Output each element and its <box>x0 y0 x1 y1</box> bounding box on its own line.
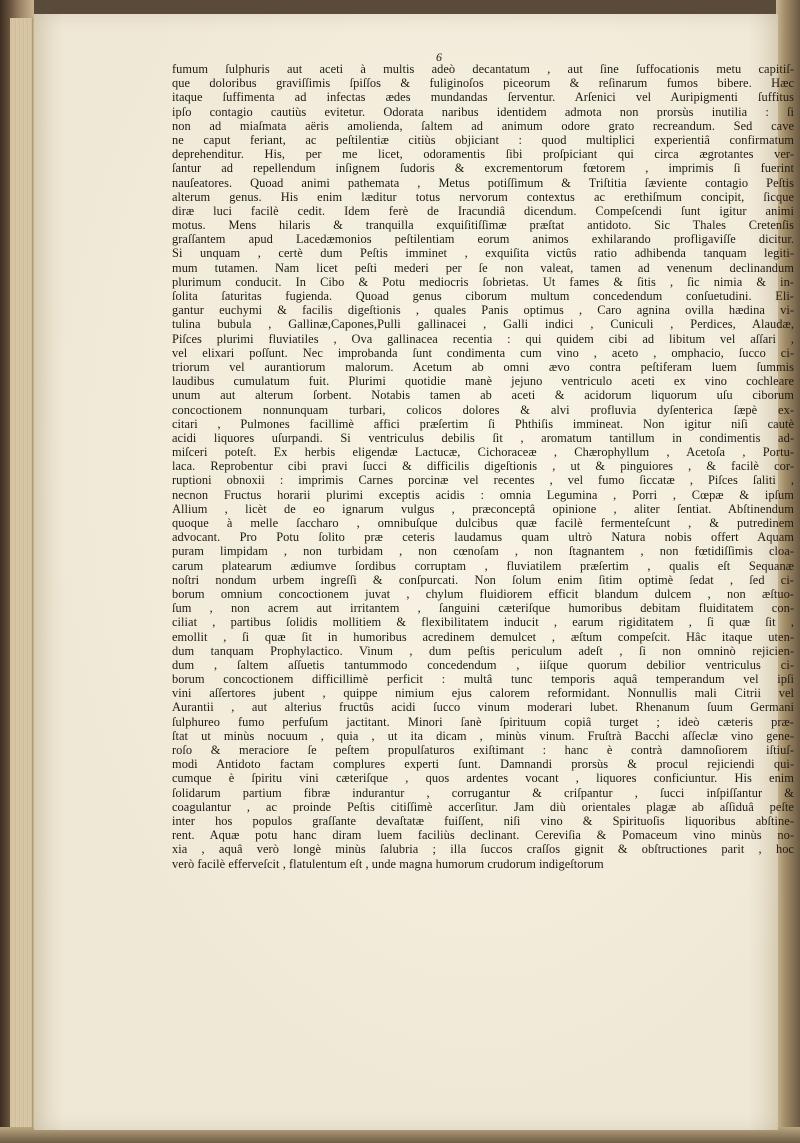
text-line: miſceri poteſt. Ex herbis eligendæ Lactucæ, Cichoraceæ , Chærophyllum , Acetoſa , Portu- <box>172 445 794 460</box>
text-line: acidi liquores uſurpandi. Si ventriculus debilis ſit , aromatum tantillum in condimentis ad- <box>172 430 794 445</box>
text-line: ſolidarum partium fibræ indurantur , corrugantur & criſpantur , ſucci inſpiſſantur & <box>172 785 794 800</box>
text-line: gantur euchymi & facilis digeſtionis , quales Panis optimus , Caro agnina ovilla hædina vi- <box>172 303 794 318</box>
text-line: noſtri nondum urbem ingreſſi & conſpurcati. Non ſolum enim ſitim optimè ſedat , ſed ci- <box>172 572 794 587</box>
text-line: borum omnium concoctionem juvat , chylum fluidiorem efficit blandum dulcem , non æſtuo- <box>172 586 794 601</box>
text-line: puram limpidam , non turbidam , non cœnoſam , non ſtagnantem , non fœtidiſſimis cloa- <box>172 544 794 559</box>
text-line: ruptioni obnoxii : imprimis Carnes porcinæ vel recentes , vel fumo ſiccatæ , Piſces ſaliti , <box>172 473 794 488</box>
text-line: mum tutamen. Nam licet peſti mederi per ſe non valeat, tamen ad venenum declinandum <box>172 260 794 275</box>
text-line: Si unquam , certè dum Peſtis imminet , exquiſita victûs ratio adhibenda tanquam legiti- <box>172 246 794 261</box>
text-line: ſolita ſaturitas fugienda. Quoad genus ciborum multum concedendum conſuetudini. Eli- <box>172 289 794 303</box>
text-line: ciliat , partibus ſolidis mollitiem & flexibilitatem inducit , earum rigiditatem , ſi quæ ſit , <box>172 615 794 630</box>
text-line: ſtat ut minùs nocuum , quia , ut ita dicam , minùs vinum. Fruſtrà Bacchi aſſeclæ vino gene- <box>172 728 794 743</box>
text-line: dum , ſaltem aſſuetis tantummodo concedendum , iiſque quorum debilior ventriculus ci- <box>172 657 794 672</box>
text-line: coagulantur , ac proinde Peſtis citiſſimè accerſitur. Jam diù orientales plagæ ab aſſiduâ peſte <box>172 799 794 814</box>
text-line: vini aſſertores jubent , quippe nimium ejus calorem reformidant. Nonnullis mali Citrii vel <box>172 686 794 701</box>
text-line: non ad miaſmata aëris amolienda, ſaltem ad animum odore grato recreandum. Sed cave <box>172 118 794 133</box>
text-line: deprehenditur. His, per me licet, odoramentis ſibi proſpiciant qui circa ægrotantes ver- <box>172 147 794 162</box>
text-line: ſulphureo fumo perfuſum jactitant. Minori ſanè ſpirituum copiâ turget ; ideò cæteris præ- <box>172 714 794 729</box>
text-line: que doloribus graviſſimis ſpiſſos & fuliginoſos piceorum & reſinarum fumos bibere. Hæc <box>172 76 794 91</box>
text-line: inter hos populos graſſante devaſtatæ fuiſſent, niſi vino & Spirituoſis liquoribus abſtine- <box>172 813 794 828</box>
body-text <box>172 62 794 871</box>
text-line: graſſantem apud Lacedæmonios peſtilentiam eorum animos exhilarando profligaviſſe dicitur. <box>172 232 794 247</box>
text-line: verò facilè efferveſcit , flatulentum eſt , unde magna humorum crudorum indigeſtorum <box>172 856 604 871</box>
text-line: Aurantii , aut alterius fructûs acidi ſucco vinum moderari lubet. Rhenanum ſuum Germani <box>172 700 794 715</box>
text-line: alterum genus. His enim læditur totus nervorum contextus ac erethiſmum concipit, ſicque <box>172 189 794 204</box>
text-line: itaque ſuffimenta ad infectas ædes mundandas ſerventur. Arſenici vel Auripigmenti ſuffitus <box>172 90 794 105</box>
page-number: 6 <box>436 50 442 64</box>
text-line: ſantur ad repellendum inſignem ſudoris & excrementorum fœtorem , imprimis ſi fuerint <box>172 161 794 176</box>
text-line: tulina bubula , Gallinæ,Capones,Pulli gallinacei , Galli indici , Cuniculi , Perdices, Alaudæ, <box>172 317 794 332</box>
text-line: motus. Mens hilaris & tranquilla exquiſitiſſimæ præſtat antidoto. Sic Thales Cretenſis <box>172 218 794 233</box>
text-line: concoctionem nonnunquam turbari, colicos dolores & alvi profluvia dyſenterica ſæpè ex- <box>172 402 794 417</box>
text-line: ne caput feriant, ac peſtilentiæ citiùs objiciant : quod multiplici experientiâ confirmatum <box>172 132 794 147</box>
text-line: borum concoctionem difficillimè perficit : multâ tunc temporis aquâ temperandum vel ipſi <box>172 672 794 687</box>
text-line: nauſeatores. Quoad animi pathemata , Metus potiſſimum & Triſtitia ſæviente contagio Peſtis <box>172 175 794 190</box>
text-line: Piſces plurimi fluviatiles , Ova gallinacea recentia : qui quidem cibi ad libitum vel aſſari , <box>172 331 794 346</box>
text-line: emollit , ſi quæ ſit in humoribus acredinem demulcet , æſtum compeſcit. Hâc itaque uten- <box>172 629 794 644</box>
text-line: cumque è ſpiritu vini cæteriſque , quos ardentes vocant , liquores conficiuntur. His enim <box>172 771 794 786</box>
text-line: advocant. Pro Potu ſolito præ ceteris laudamus quam ultrò Natura nobis offert Aquam <box>172 530 794 545</box>
text-line: unum aut alterum ſorbent. Notabis tamen ab aceti & acidorum liquorum uſu ciborum <box>172 388 794 403</box>
text-line: necnon Fructus horarii plurimi exceptis acidis : omnia Legumina , Porri , Cœpæ & ipſum <box>172 487 794 502</box>
text-line: xia , aquâ verò longè minùs ſalubria ; illa ſuccos craſſos gignit & obſtructiones parit , hoc <box>172 842 794 857</box>
text-line: triorum vel aurantiorum malorum. Acetum ab omni ævo contra peſtiferam luem ſummis <box>172 359 794 374</box>
text-line: modi Antidoto factam complures experti ſunt. Damnandi prorsùs & procul rejiciendi qui- <box>172 757 794 772</box>
text-line: roſo & meraciore ſe peſtem propulſaturos exiſtimant : hanc è contrà damnoſiorem iſtiuſ- <box>172 743 794 757</box>
text-line: dum tanquam Prophylactico. Vinum , dum peſtis periculum adeſt , ſi non omninò rejicien- <box>172 643 794 658</box>
text-line: ipſo contagio cautiùs evitetur. Odorata naribus identidem admota non prorsùs inutilia : ſi <box>172 104 794 119</box>
text-line: Allium , licèt de eo ignarum vulgus , præconceptâ opinione , aliter ſentiat. Abſtinendum <box>172 501 794 516</box>
text-line: quoque à melle ſaccharo , omnibuſque dulcibus quæ facilè fermenteſcunt , & putredinem <box>172 516 794 530</box>
text-line: rent. Aquæ potu hanc diram luem faciliùs declinant. Cereviſia & Pomaceum vino minùs no- <box>172 828 794 843</box>
page-edges-left <box>10 18 33 1128</box>
text-line: carum platearum ædiumve ſordibus corruptam , fluviatilem præſertim , qualis eſt Sequanæ <box>172 558 794 573</box>
text-line: laudibus cumulatum fuit. Plurimi quotidie manè jejuno ventriculo aceti ex vino cochleare <box>172 374 794 389</box>
text-line: ſum , non acrem aut irritantem , ſanguini cæteriſque humoribus debitam fluiditatem con- <box>172 601 794 616</box>
text-line: diræ luci facilè cedit. Idem ferè de Iracundiâ dicendum. Compeſcendi ſunt igitur animi <box>172 203 794 218</box>
text-line: fumum ſulphuris aut aceti à multis adeò decantatum , aut ſine ſuffocationis metu capitiſ- <box>172 62 794 76</box>
text-line: vel elixari poſſunt. Nec improbanda ſunt condimenta cum vino , aceto , omphacio, ſucco ci- <box>172 345 794 360</box>
text-line: laca. Reprobentur cibi pravi ſucci & difficilis digeſtionis , ut & pinguiores , & facilè cor- <box>172 459 794 474</box>
text-line: plurimum conducit. In Cibo & Potu mediocris ſobrietas. Ut fames & ſitis , ſic nimia & in- <box>172 274 794 289</box>
text-line: citari , Pulmones facillimè affici præſertim ſi Phthiſis immineat. Non igitur niſi cautè <box>172 416 794 431</box>
